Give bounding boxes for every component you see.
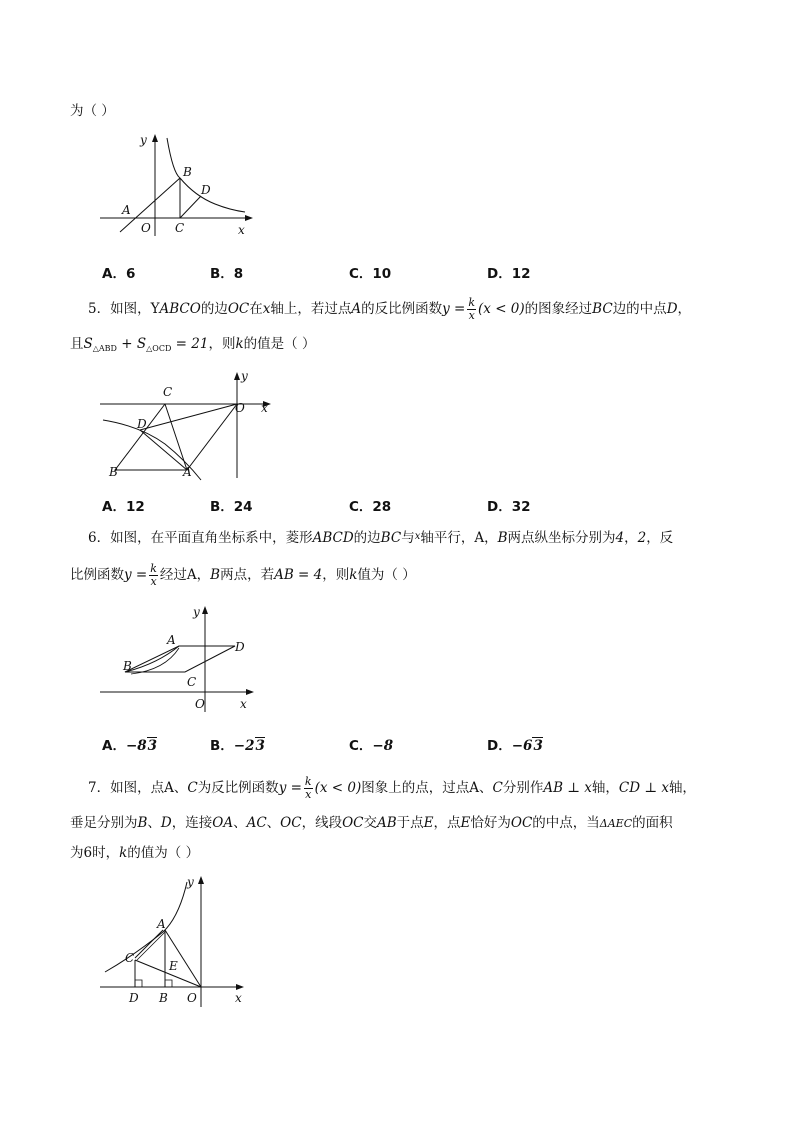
q5-option-b[interactable]: B．24: [210, 499, 253, 515]
q6-stem-line1: 6．如图，在平面直角坐标系中，菱形ABCD的边BC与$^x$轴平行，A，B两点纵坐标分别为4，2，反: [88, 530, 674, 546]
q5-label-C: C: [163, 385, 173, 399]
q4-option-d[interactable]: D．12: [487, 266, 531, 282]
q4-label-O: O: [141, 221, 151, 235]
q7-label-B: B: [159, 991, 168, 1005]
q4-label-x: x: [238, 223, 245, 237]
q5-label-y: y: [241, 369, 248, 383]
q7-figure: [95, 872, 265, 1012]
q6-label-A: A: [167, 633, 176, 647]
q4-figure: [95, 128, 265, 240]
q7-label-x: x: [235, 991, 242, 1005]
q4-option-a[interactable]: A．6: [102, 266, 136, 282]
q7-label-A: A: [157, 917, 166, 931]
q4-option-b[interactable]: B．8: [210, 266, 244, 282]
q6-label-x: x: [240, 697, 247, 711]
q5-label-O: O: [235, 401, 245, 415]
q5-option-c[interactable]: C．28: [349, 499, 392, 515]
q7-label-D: D: [129, 991, 139, 1005]
q5-option-a[interactable]: A．12: [102, 499, 145, 515]
q5-label-x: x: [261, 401, 268, 415]
q6-label-y: y: [193, 605, 200, 619]
q4-label-C: C: [175, 221, 185, 235]
q7-label-C: C: [125, 951, 135, 965]
q4-label-A: A: [122, 203, 131, 217]
q5-label-A: A: [183, 465, 192, 479]
q4-label-y: y: [140, 133, 147, 147]
q6-label-B: B: [123, 659, 132, 673]
q7-label-O: O: [187, 991, 197, 1005]
q6-figure: [95, 602, 265, 714]
q4-option-c[interactable]: C．10: [349, 266, 392, 282]
q5-stem-line1: 5．如图，YABCO的边OC在x轴上，若过点A的反比例函数y = $\frac{k}{x}$ (x < 0)的图象经过BC边的中点D，: [88, 296, 692, 322]
q5-figure: [95, 368, 275, 480]
q7-label-y: y: [187, 875, 194, 889]
q5-label-B: B: [109, 465, 118, 479]
q4-label-D: D: [201, 183, 211, 197]
q6-label-D: D: [235, 640, 245, 654]
q7-stem-line3: 为6时，k的值为（ ）: [70, 845, 200, 861]
q7-label-E: E: [169, 959, 178, 973]
q5-stem-line2: 且$S_{\triangle ABD} + S_{\triangle OCD} = 21$，则k的值是（ ）: [70, 336, 316, 353]
q5-label-D: D: [137, 417, 147, 431]
q4-label-B: B: [183, 165, 192, 179]
q6-option-c[interactable]: C．−8: [349, 738, 394, 754]
q7-stem-line1: 7．如图，点A、C为反比例函数y = $\frac{k}{x}$ (x < 0)图象上的点，过点A、C分别作AB ⊥ x轴，CD ⊥ x轴，: [88, 775, 696, 801]
q5-option-d[interactable]: D．32: [487, 499, 531, 515]
q6-option-a[interactable]: A．−83: [102, 738, 158, 754]
q4-tail: 为（ ）: [70, 103, 115, 119]
q6-label-C: C: [187, 675, 197, 689]
q6-option-d[interactable]: D．−63: [487, 738, 543, 754]
q6-stem-line2: 比例函数y = $\frac{k}{x}$ 经过A，B两点，若AB = 4，则k值为（ ）: [70, 562, 416, 588]
q7-stem-line2: 垂足分别为B、D，连接OA、AC、OC，线段OC交AB于点E，点E恰好为OC的中点，当ΔAEC的面积: [70, 815, 673, 831]
q6-option-b[interactable]: B．−23: [210, 738, 265, 754]
q6-label-O: O: [195, 697, 205, 711]
